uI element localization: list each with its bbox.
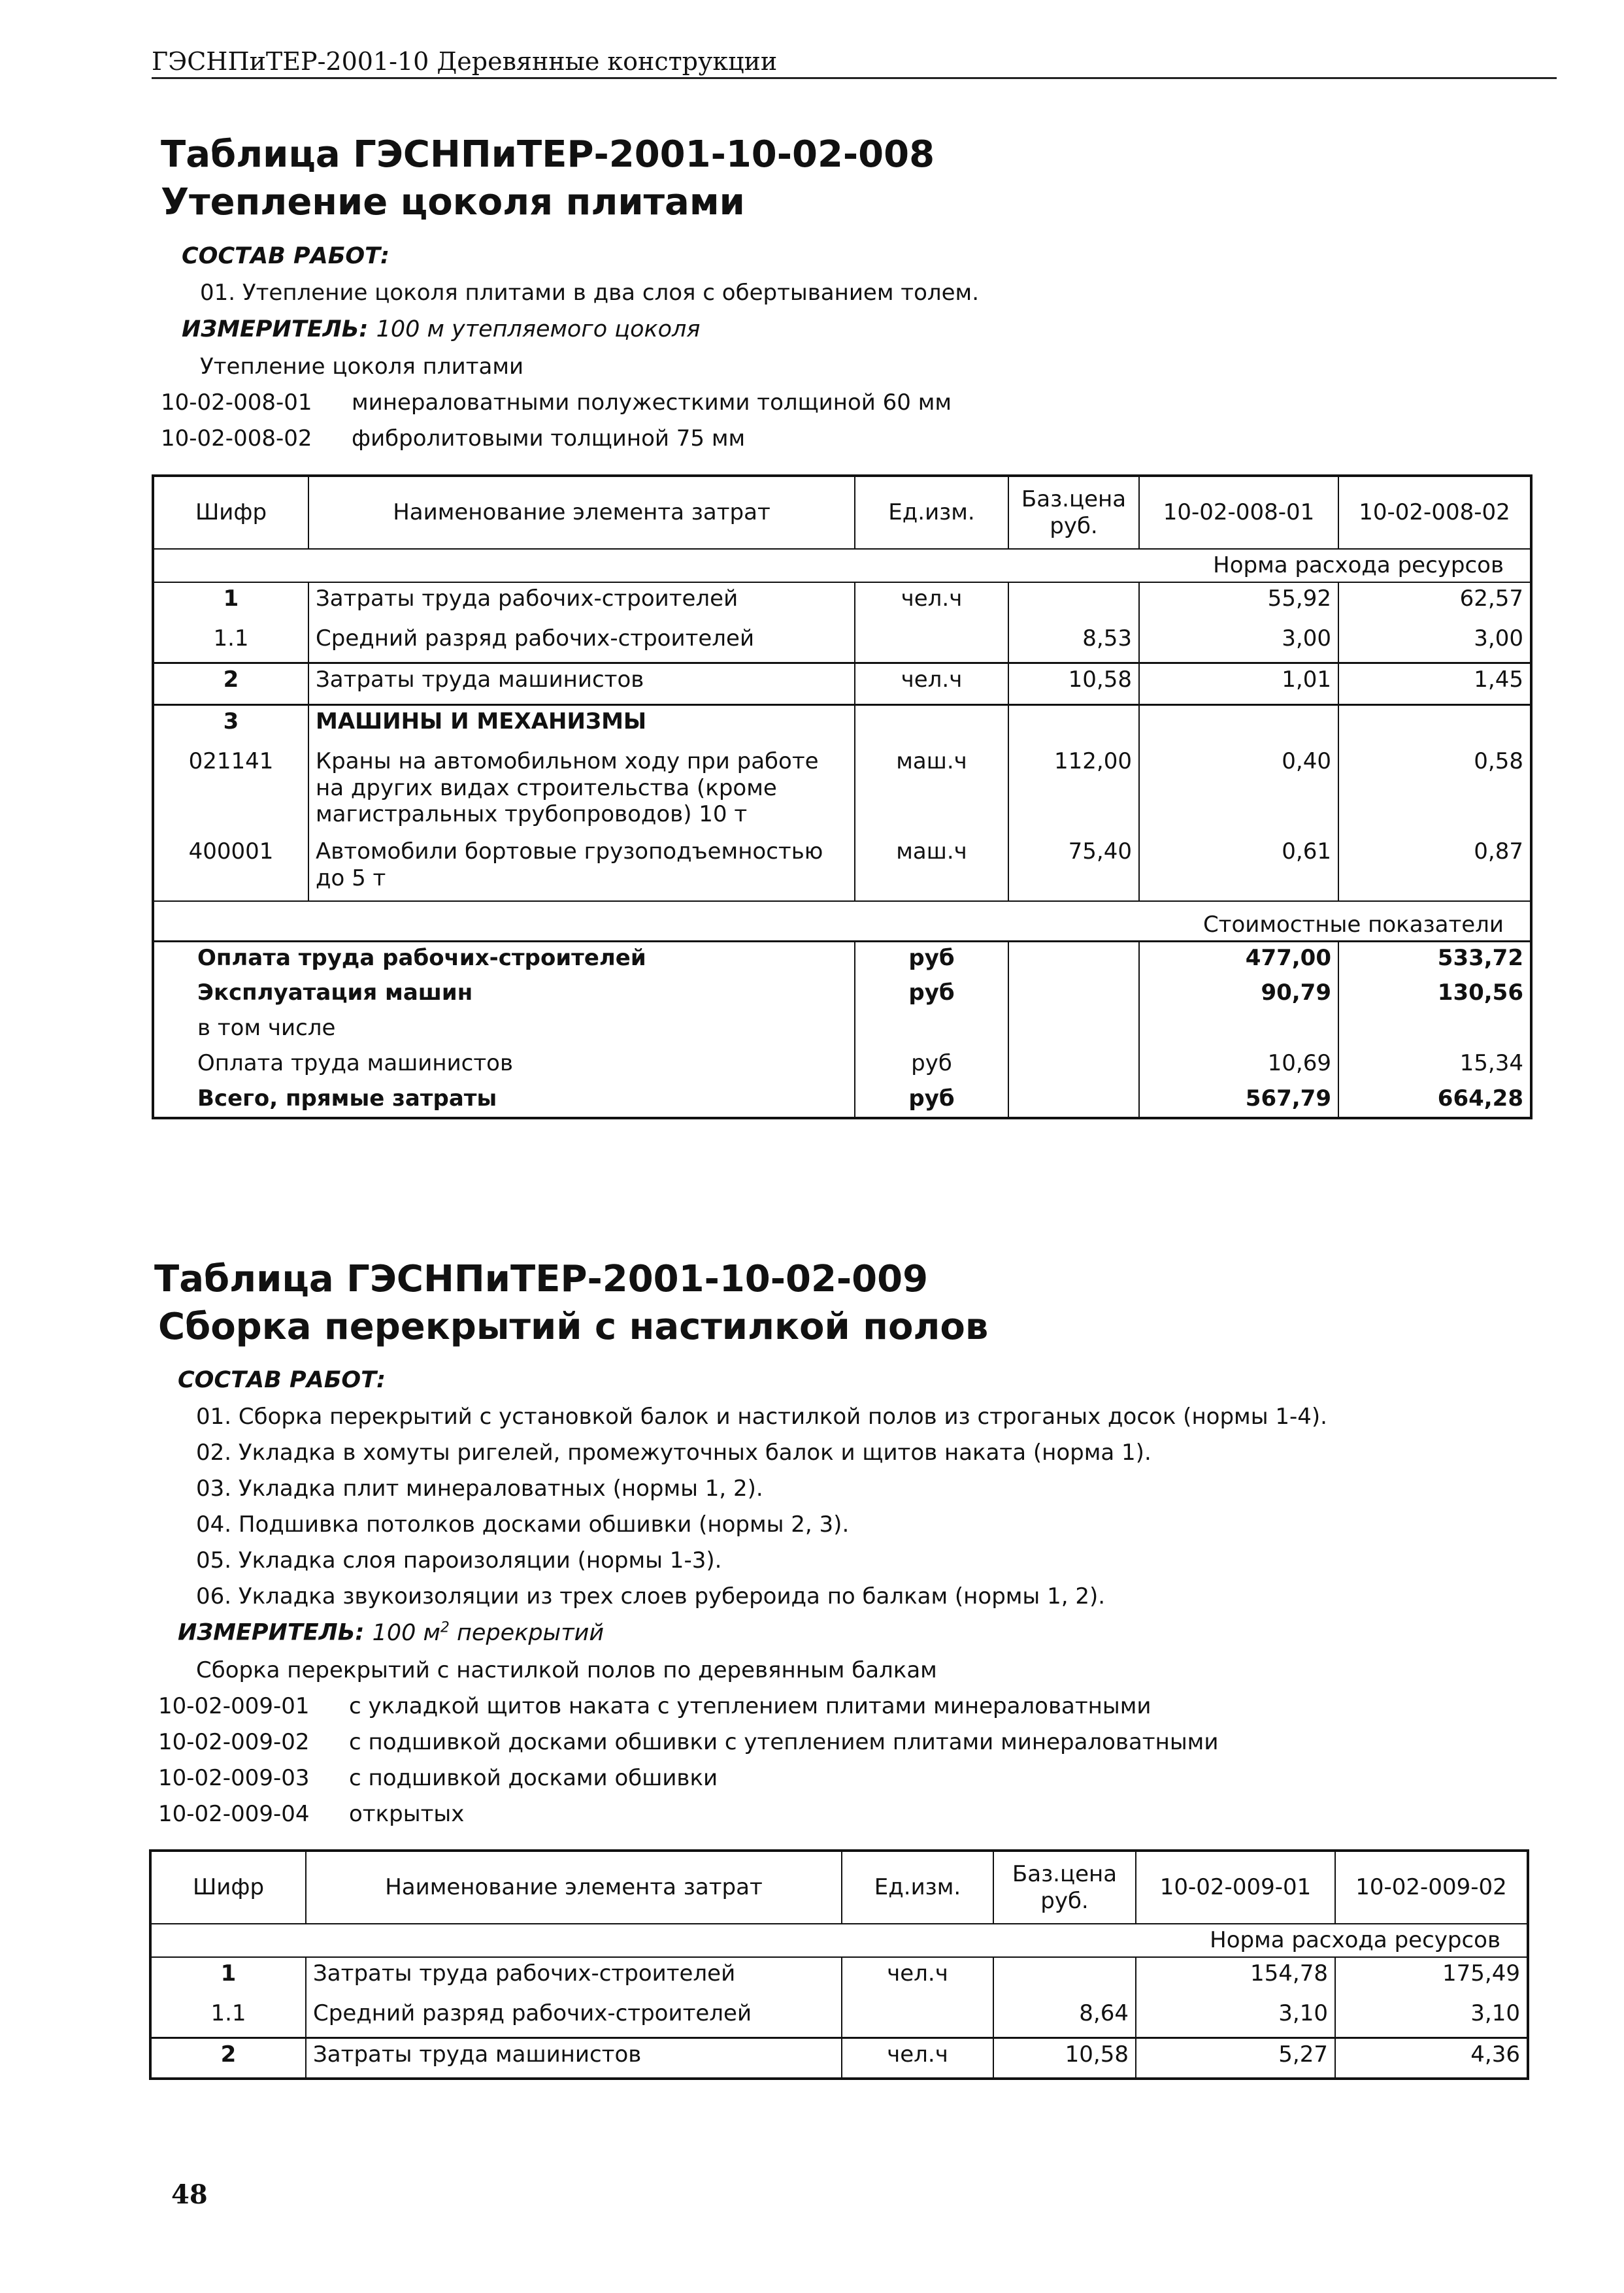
table2-variant-desc: открытых <box>349 1801 465 1827</box>
cost-caption: Стоимостные показатели <box>153 901 1531 942</box>
table2-variant-desc: с подшивкой досками обшивки <box>349 1765 718 1791</box>
row-price <box>993 1957 1136 1998</box>
row-unit <box>855 623 1008 663</box>
table1-meter-value: 100 м утепляемого цоколя <box>376 316 701 342</box>
row-price: 112,00 <box>1008 746 1139 836</box>
cost-name: Оплата труда машинистов <box>153 1048 855 1083</box>
row-value-2: 3,10 <box>1470 2000 1520 2026</box>
col-header-variant-2: 10-02-008-02 <box>1338 476 1531 549</box>
table1-subtitle: Утепление цоколя плитами <box>161 181 745 223</box>
cost-unit <box>855 1012 1008 1048</box>
row-price: 8,53 <box>1008 623 1139 663</box>
row-code: 1 <box>150 1957 306 1998</box>
table1-work-item: 01. Утепление цоколя плитами в два слоя с обертыванием толем. <box>200 280 980 306</box>
cost-price-empty <box>1008 942 1139 977</box>
running-header: ГЭСНПиТЕР-2001-10 Деревянные конструкции <box>152 47 778 76</box>
row-value-1: 0,61 <box>1139 836 1338 901</box>
table2-variant-code: 10-02-009-04 <box>158 1801 310 1827</box>
row-value-2: 3,00 <box>1474 625 1523 652</box>
col-header-price-line2: руб. <box>1050 512 1098 539</box>
row-name: Средний разряд рабочих-строителей <box>308 623 855 663</box>
table-row <box>150 2038 1528 2079</box>
table-row <box>150 1957 1528 1998</box>
cost-name: Всего, прямые затраты <box>153 1083 855 1118</box>
table2-variant-desc: с укладкой щитов наката с утеплением плитами минераловатными <box>349 1693 1152 1719</box>
col-header-unit: Ед.изм. <box>842 1851 993 1924</box>
cost-value-1: 10,69 <box>1139 1048 1338 1083</box>
row-value-1 <box>1139 705 1338 746</box>
col-header-variant-1: 10-02-008-01 <box>1139 476 1338 549</box>
row-value-1: 1,01 <box>1139 663 1338 705</box>
col-header-price-line1: Баз.цена <box>1012 1860 1118 1887</box>
table-row <box>153 623 1531 663</box>
row-value-1: 154,78 <box>1136 1957 1335 1998</box>
row-unit: чел.ч <box>855 663 1008 705</box>
cost-name: Оплата труда рабочих-строителей <box>153 942 855 977</box>
col-header-price-line1: Баз.цена <box>1021 486 1127 512</box>
cost-row <box>153 977 1531 1012</box>
col-header-unit: Ед.изм. <box>855 476 1008 549</box>
table2-title: Таблица ГЭСНПиТЕР-2001-10-02-009 <box>154 1258 929 1300</box>
row-price: 10,58 <box>1008 663 1139 705</box>
row-unit: маш.ч <box>855 746 1008 836</box>
cost-price-empty <box>1008 1048 1139 1083</box>
table-row <box>153 663 1531 705</box>
col-header-price <box>1008 476 1139 549</box>
table2-work-item: 02. Укладка в хомуты ригелей, промежуточных балок и щитов наката (норма 1). <box>196 1440 1152 1466</box>
cost-value-1: 477,00 <box>1139 942 1338 977</box>
row-value-1: 3,00 <box>1139 623 1338 663</box>
resource-table-1 <box>152 474 1533 1119</box>
norm-caption-row <box>153 549 1531 582</box>
row-unit <box>842 1998 993 2038</box>
table2-work-item: 03. Укладка плит минераловатных (нормы 1, 2). <box>196 1476 763 1502</box>
table-header-row <box>150 1851 1528 1924</box>
col-header-code: Шифр <box>150 1851 306 1924</box>
cost-row <box>153 942 1531 977</box>
table2-group-title: Сборка перекрытий с настилкой полов по деревянным балкам <box>196 1657 937 1683</box>
table2-work-item: 05. Укладка слоя пароизоляции (нормы 1-3). <box>196 1547 722 1574</box>
cost-row <box>153 1048 1531 1083</box>
table2-variant-desc: с подшивкой досками обшивки с утеплением плитами минераловатными <box>349 1729 1219 1755</box>
table2-meter <box>178 1619 604 1646</box>
cost-value-2 <box>1338 1012 1531 1048</box>
table1-title: Таблица ГЭСНПиТЕР-2001-10-02-008 <box>161 133 935 176</box>
col-header-name: Наименование элемента затрат <box>308 476 855 549</box>
table2-work-item: 06. Укладка звукоизоляции из трех слоев рубероида по балкам (нормы 1, 2). <box>196 1583 1106 1609</box>
col-header-price <box>993 1851 1136 1924</box>
row-price <box>1008 582 1139 623</box>
row-code: 021141 <box>153 746 308 836</box>
row-name: Средний разряд рабочих-строителей <box>306 1998 842 2038</box>
row-name: МАШИНЫ И МЕХАНИЗМЫ <box>308 705 855 746</box>
col-header-variant-1: 10-02-009-01 <box>1136 1851 1335 1924</box>
table2-meter-number: 100 м <box>372 1619 440 1646</box>
table2-meter-label: ИЗМЕРИТЕЛЬ: <box>178 1619 365 1646</box>
row-unit: чел.ч <box>842 1957 993 1998</box>
table2-meter-exponent: 2 <box>440 1619 450 1636</box>
row-value-1: 3,10 <box>1136 1998 1335 2038</box>
row-name: Затраты труда рабочих-строителей <box>306 1957 842 1998</box>
col-header-price-line2: руб. <box>1040 1887 1089 1914</box>
table-header-row <box>153 476 1531 549</box>
cost-value-2: 533,72 <box>1338 942 1531 977</box>
row-name: Краны на автомобильном ходу при работе на других видах строительства (кроме магистральных трубопроводов) 10 т <box>308 746 855 836</box>
row-price: 10,58 <box>993 2038 1136 2079</box>
page-number: 48 <box>171 2179 208 2210</box>
row-unit: чел.ч <box>842 2038 993 2079</box>
row-value-2: 4,36 <box>1335 2038 1528 2079</box>
cost-name: Эксплуатация машин <box>153 977 855 1012</box>
row-value-2: 62,57 <box>1338 582 1531 623</box>
row-price <box>1008 705 1139 746</box>
table2-work-item: 01. Сборка перекрытий с установкой балок и настилкой полов из строганых досок (нормы 1-4). <box>196 1404 1327 1430</box>
cost-unit: руб <box>855 942 1008 977</box>
table2-work-label: СОСТАВ РАБОТ: <box>178 1367 386 1393</box>
header-rule <box>152 77 1557 79</box>
cost-value-1: 90,79 <box>1139 977 1338 1012</box>
cost-value-2: 130,56 <box>1437 979 1523 1006</box>
cost-price-empty <box>1008 1012 1139 1048</box>
cost-row <box>153 1083 1531 1118</box>
cost-value-1: 567,79 <box>1139 1083 1338 1118</box>
row-value-1: 0,40 <box>1139 746 1338 836</box>
row-value-2: 0,58 <box>1474 748 1523 774</box>
row-code: 2 <box>153 663 308 705</box>
cost-value-2: 664,28 <box>1437 1085 1523 1112</box>
table1-meter <box>182 316 700 342</box>
table1-variant-code: 10-02-008-01 <box>161 389 312 416</box>
col-header-name: Наименование элемента затрат <box>306 1851 842 1924</box>
row-value-2 <box>1338 705 1531 746</box>
table-row <box>153 705 1531 746</box>
row-code: 3 <box>153 705 308 746</box>
row-value-2: 1,45 <box>1338 663 1531 705</box>
norm-caption: Норма расхода ресурсов <box>153 549 1531 582</box>
cost-price-empty <box>1008 977 1139 1012</box>
table2-subtitle: Сборка перекрытий с настилкой полов <box>158 1306 989 1348</box>
row-code: 400001 <box>153 836 308 901</box>
cost-caption-row <box>153 901 1531 942</box>
cost-unit: руб <box>855 977 1008 1012</box>
table-row <box>153 836 1531 901</box>
col-header-variant-2: 10-02-009-02 <box>1335 1851 1528 1924</box>
row-name: Затраты труда рабочих-строителей <box>308 582 855 623</box>
row-code: 2 <box>150 2038 306 2079</box>
table1-work-label: СОСТАВ РАБОТ: <box>182 243 389 269</box>
row-code: 1.1 <box>153 623 308 663</box>
table2-variant-code: 10-02-009-02 <box>158 1729 310 1755</box>
table1-group-title: Утепление цоколя плитами <box>200 354 524 380</box>
table1-meter-label: ИЗМЕРИТЕЛЬ: <box>182 316 369 342</box>
row-name: Затраты труда машинистов <box>308 663 855 705</box>
cost-unit: руб <box>855 1083 1008 1118</box>
resource-table-2 <box>149 1849 1529 2080</box>
table-row <box>150 1998 1528 2038</box>
norm-caption-row <box>150 1924 1528 1957</box>
cost-value-2: 15,34 <box>1459 1049 1523 1076</box>
table2-variant-code: 10-02-009-03 <box>158 1765 310 1791</box>
table1-variant-desc: минераловатными полужесткими толщиной 60 мм <box>352 389 952 416</box>
cost-price-empty <box>1008 1083 1139 1118</box>
row-price: 8,64 <box>993 1998 1136 2038</box>
row-price: 75,40 <box>1008 836 1139 901</box>
cost-unit: руб <box>855 1048 1008 1083</box>
cost-value-1 <box>1139 1012 1338 1048</box>
row-name: Автомобили бортовые грузоподъемностью до 5 т <box>308 836 855 901</box>
norm-caption: Норма расхода ресурсов <box>150 1924 1528 1957</box>
table-row <box>153 582 1531 623</box>
table1-variant-desc: фибролитовыми толщиной 75 мм <box>352 425 746 452</box>
row-unit: маш.ч <box>855 836 1008 901</box>
col-header-code: Шифр <box>153 476 308 549</box>
cost-name: в том числе <box>153 1012 855 1048</box>
row-value-1: 55,92 <box>1139 582 1338 623</box>
table-row <box>153 746 1531 836</box>
table2-meter-tail: перекрытий <box>449 1619 605 1646</box>
table2-meter-value <box>373 1620 605 1646</box>
row-unit <box>855 705 1008 746</box>
table2-work-item: 04. Подшивка потолков досками обшивки (нормы 2, 3). <box>196 1511 850 1538</box>
row-value-1: 5,27 <box>1136 2038 1335 2079</box>
table1-variant-code: 10-02-008-02 <box>161 425 312 452</box>
row-code: 1.1 <box>150 1998 306 2038</box>
cost-row <box>153 1012 1531 1048</box>
row-value-2: 0,87 <box>1474 838 1523 865</box>
row-unit: чел.ч <box>855 582 1008 623</box>
row-name: Затраты труда машинистов <box>306 2038 842 2079</box>
row-value-2: 175,49 <box>1335 1957 1528 1998</box>
row-code: 1 <box>153 582 308 623</box>
table2-variant-code: 10-02-009-01 <box>158 1693 310 1719</box>
